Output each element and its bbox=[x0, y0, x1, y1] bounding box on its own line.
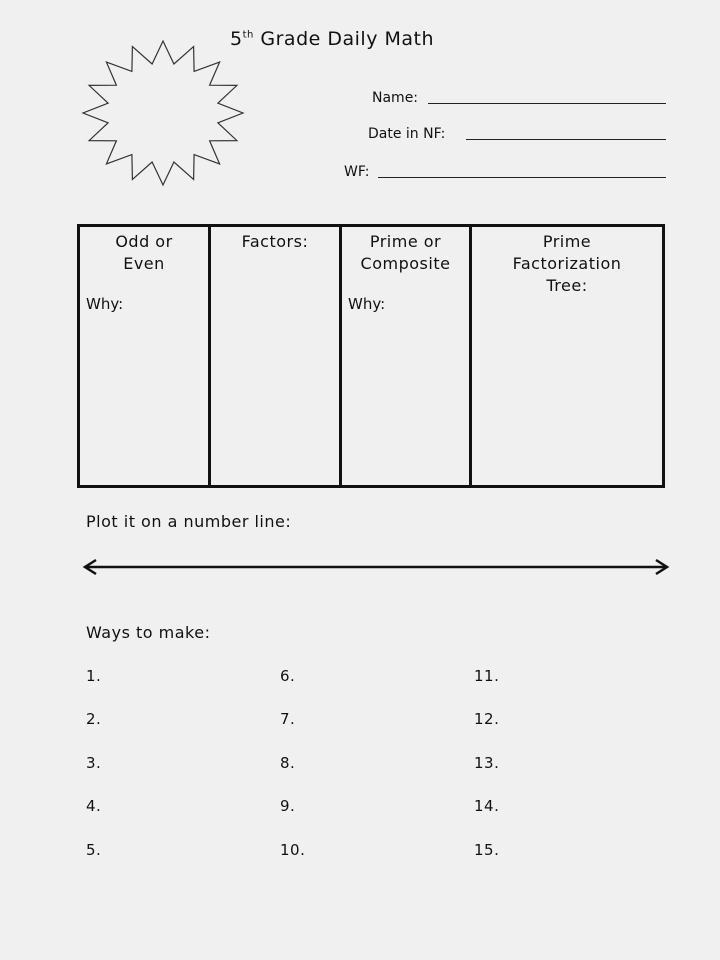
starburst-icon bbox=[80, 38, 246, 188]
why-label: Why: bbox=[348, 295, 386, 313]
way-item[interactable]: 13. bbox=[474, 754, 500, 772]
ways-to-make-label: Ways to make: bbox=[86, 623, 211, 642]
heading-line: Factorization bbox=[512, 254, 622, 273]
heading-line: Factors: bbox=[241, 232, 309, 251]
date-field[interactable] bbox=[466, 139, 666, 140]
number-line-label: Plot it on a number line: bbox=[86, 512, 292, 531]
prime-composite-heading bbox=[342, 227, 469, 275]
factors-heading bbox=[211, 227, 339, 253]
name-label: Name: bbox=[372, 90, 419, 106]
heading-line: Even bbox=[123, 254, 165, 273]
title-superscript: th bbox=[242, 29, 254, 41]
prime-factorization-heading bbox=[472, 227, 662, 297]
way-item[interactable]: 5. bbox=[86, 841, 102, 859]
why-label: Why: bbox=[86, 295, 124, 313]
title-text: Grade Daily Math bbox=[253, 28, 435, 50]
way-item[interactable]: 14. bbox=[474, 797, 500, 815]
way-item[interactable]: 10. bbox=[280, 841, 306, 859]
page-title bbox=[230, 28, 530, 50]
way-item[interactable]: 7. bbox=[280, 710, 296, 728]
way-item[interactable]: 2. bbox=[86, 710, 102, 728]
factors-column[interactable] bbox=[211, 227, 342, 485]
wf-label: WF: bbox=[344, 164, 370, 180]
way-item[interactable]: 8. bbox=[280, 754, 296, 772]
prime-composite-column[interactable] bbox=[342, 227, 472, 485]
way-item[interactable]: 4. bbox=[86, 797, 102, 815]
heading-line: Prime bbox=[542, 232, 592, 251]
heading-line: Tree: bbox=[546, 276, 588, 295]
wf-field[interactable] bbox=[378, 177, 666, 178]
double-arrow-icon[interactable] bbox=[82, 556, 670, 578]
heading-line: Odd or bbox=[115, 232, 173, 251]
way-item[interactable]: 15. bbox=[474, 841, 500, 859]
number-analysis-table bbox=[77, 224, 665, 488]
name-field[interactable] bbox=[428, 103, 666, 104]
heading-line: Composite bbox=[360, 254, 451, 273]
odd-even-column[interactable] bbox=[80, 227, 211, 485]
way-item[interactable]: 1. bbox=[86, 667, 102, 685]
way-item[interactable]: 9. bbox=[280, 797, 296, 815]
way-item[interactable]: 12. bbox=[474, 710, 500, 728]
date-label: Date in NF: bbox=[368, 126, 446, 142]
prime-factorization-column[interactable] bbox=[472, 227, 662, 485]
way-item[interactable]: 6. bbox=[280, 667, 296, 685]
odd-even-heading bbox=[80, 227, 208, 275]
way-item[interactable]: 3. bbox=[86, 754, 102, 772]
heading-line: Prime or bbox=[369, 232, 442, 251]
title-number: 5 bbox=[230, 28, 243, 50]
way-item[interactable]: 11. bbox=[474, 667, 500, 685]
